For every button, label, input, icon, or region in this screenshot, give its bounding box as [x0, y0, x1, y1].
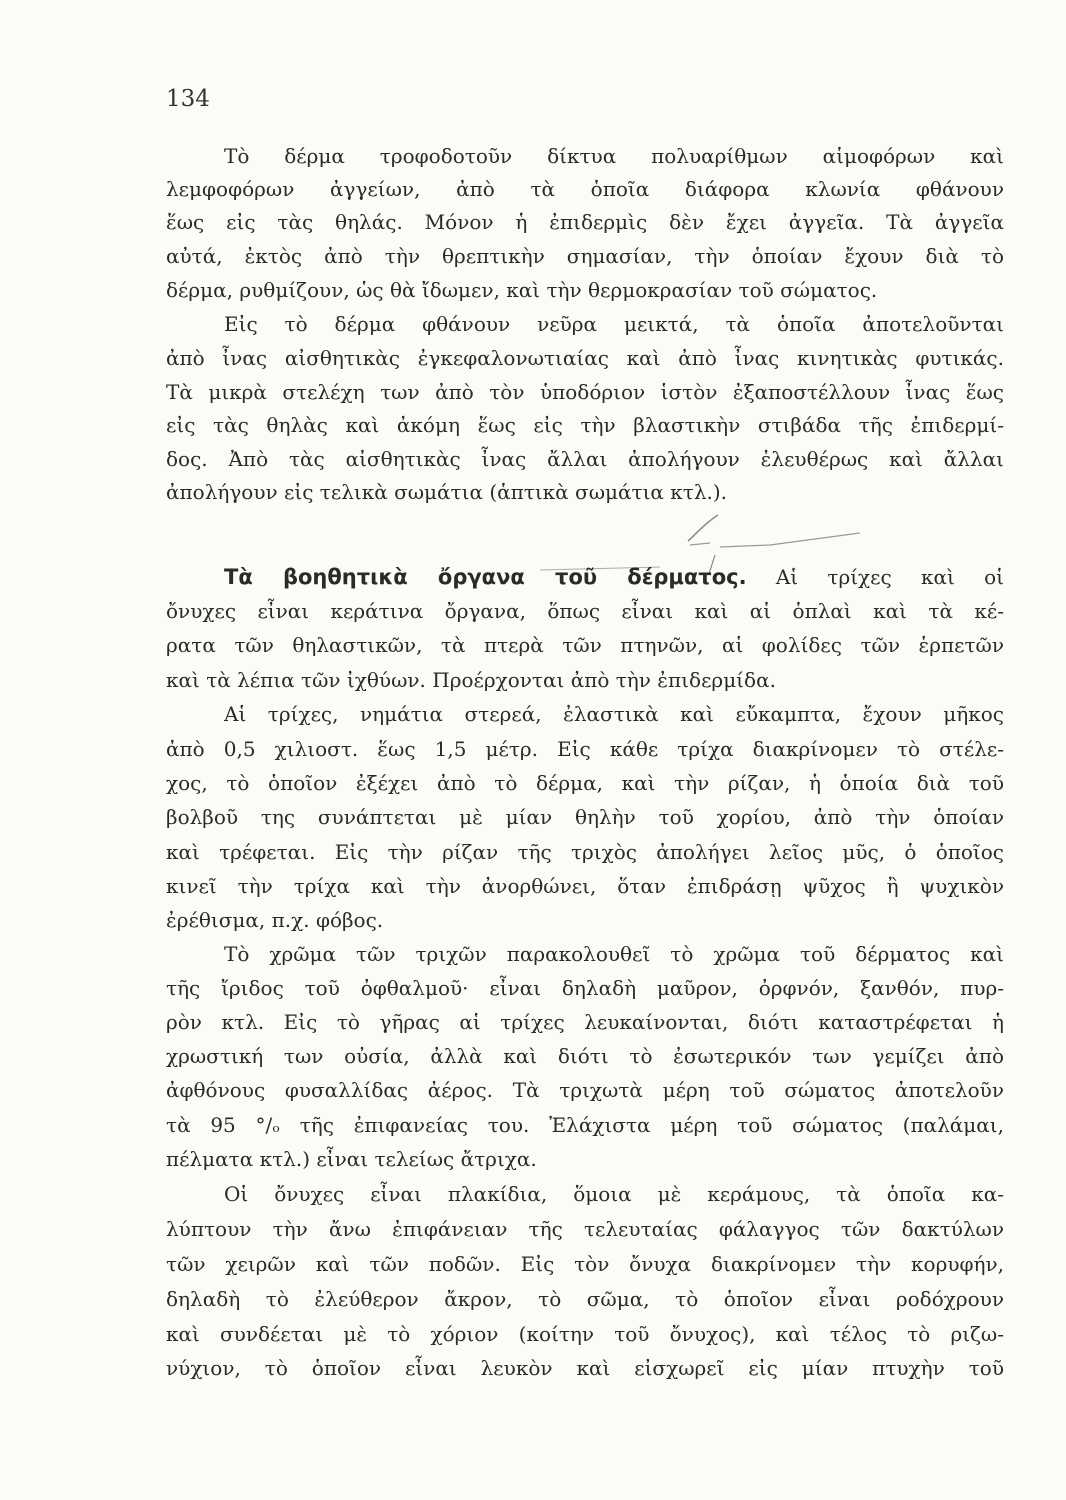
text-line: καὶ τρέφεται. Εἰς τὴν ρίζαν τῆς τριχὸς ἀπολήγει λεῖος μῦς, ὁ ὁποῖος [166, 840, 1004, 864]
text-line: ἀφθόνους φυσαλλίδας ἀέρος. Τὰ τριχωτὰ μέρη τοῦ σώματος ἀποτελοῦν [166, 1078, 1004, 1102]
text-line: καὶ συνδέεται μὲ τὸ χόριον (κοίτην τοῦ ὄνυχος), καὶ τέλος τὸ ριζω- [166, 1322, 1004, 1346]
section-line [224, 561, 1004, 593]
text-line: τὰ 95 °/ₒ τῆς ἐπιφανείας του. Ἐλάχιστα μέρη τοῦ σώματος (παλάμαι, [166, 1113, 1004, 1137]
text-line: αὐτά, ἐκτὸς ἀπὸ τὴν θρεπτικὴν σημασίαν, τὴν ὁποίαν ἔχουν διὰ τὸ [166, 244, 1004, 268]
text-line: Τὸ δέρμα τροφοδοτοῦν δίκτυα πολυαρίθμων αἱμοφόρων καὶ [224, 144, 1004, 168]
text-line: ὄνυχες εἶναι κεράτινα ὄργανα, ὅπως εἶναι καὶ αἱ ὁπλαὶ καὶ τὰ κέ- [166, 599, 1004, 623]
text-line: λεμφοφόρων ἀγγείων, ἀπὸ τὰ ὁποῖα διάφορα κλωνία φθάνουν [166, 177, 1004, 201]
text-line: καὶ τὰ λέπια τῶν ἰχθύων. Προέρχονται ἀπὸ τὴν ἐπιδερμίδα. [166, 668, 776, 692]
text-line: λύπτουν τὴν ἄνω ἐπιφάνειαν τῆς τελευταίας φάλαγγος τῶν δακτύλων [166, 1217, 1004, 1241]
section-heading: Τὰ βοηθητικὰ ὄργανα τοῦ δέρματος. [224, 565, 747, 589]
text-line: Τὰ μικρὰ στελέχη των ἀπὸ τὸν ὑποδόριον ἱστὸν ἐξαποστέλλουν ἶνας ἕως [166, 380, 1004, 404]
text-line: βολβοῦ της συνάπτεται μὲ μίαν θηλὴν τοῦ χορίου, ἀπὸ τὴν ὁποίαν [166, 805, 1004, 829]
text-line: ἀπολήγουν εἰς τελικὰ σωμάτια (ἁπτικὰ σωμάτια κτλ.). [166, 480, 728, 504]
text-line: εἰς τὰς θηλὰς καὶ ἀκόμη ἕως εἰς τὴν βλαστικὴν στιβάδα τῆς ἐπιδερμί- [166, 413, 1004, 437]
text-line: δηλαδὴ τὸ ἐλεύθερον ἄκρον, τὸ σῶμα, τὸ ὁποῖον εἶναι ροδόχρουν [166, 1287, 1004, 1311]
page-number: 134 [166, 86, 210, 112]
text-line: δος. Ἀπὸ τὰς αἰσθητικὰς ἶνας ἄλλαι ἀπολήγουν ἐλευθέρως καὶ ἄλλαι [166, 447, 1004, 471]
text-line: πέλματα κτλ.) εἶναι τελείως ἄτριχα. [166, 1147, 537, 1171]
text-line: τῆς ἴριδος τοῦ ὀφθαλμοῦ· εἶναι δηλαδὴ μαῦρον, ὀρφνόν, ξανθόν, πυρ- [166, 976, 1004, 1000]
text-line: Οἱ ὄνυχες εἶναι πλακίδια, ὅμοια μὲ κεράμους, τὰ ὁποῖα κα- [224, 1182, 1004, 1206]
text-line: ρὸν κτλ. Εἰς τὸ γῆρας αἱ τρίχες λευκαίνονται, διότι καταστρέφεται ἡ [166, 1010, 1004, 1034]
text-line: Αἱ τρίχες, νημάτια στερεά, ἐλαστικὰ καὶ εὔκαμπτα, ἔχουν μῆκος [224, 702, 1004, 726]
text-line: χος, τὸ ὁποῖον ἐξέχει ἀπὸ τὸ δέρμα, καὶ τὴν ρίζαν, ἡ ὁποία διὰ τοῦ [166, 771, 1004, 795]
text-line: τῶν χειρῶν καὶ τῶν ποδῶν. Εἰς τὸν ὄνυχα διακρίνομεν τὴν κορυφήν, [166, 1252, 1004, 1276]
text-line: Τὸ χρῶμα τῶν τριχῶν παρακολουθεῖ τὸ χρῶμα τοῦ δέρματος καὶ [224, 942, 1004, 966]
text-line: κινεῖ τὴν τρίχα καὶ τὴν ἀνορθώνει, ὅταν ἐπιδράσῃ ψῦχος ἢ ψυχικὸν [166, 874, 1004, 898]
text-line: ρατα τῶν θηλαστικῶν, τὰ πτερὰ τῶν πτηνῶν, αἱ φολίδες τῶν ἑρπετῶν [166, 633, 1004, 657]
section-heading-continuation: Αἱ τρίχες καὶ οἱ [775, 565, 1004, 589]
text-line: ἕως εἰς τὰς θηλάς. Μόνον ἡ ἐπιδερμὶς δὲν ἔχει ἀγγεῖα. Τὰ ἀγγεῖα [166, 210, 1004, 234]
text-line: Εἰς τὸ δέρμα φθάνουν νεῦρα μεικτά, τὰ ὁποῖα ἀποτελοῦνται [224, 312, 1004, 336]
text-line: ἐρέθισμα, π.χ. φόβος. [166, 908, 384, 932]
text-line: ἀπὸ 0,5 χιλιοστ. ἕως 1,5 μέτρ. Εἰς κάθε τρίχα διακρίνομεν τὸ στέλε- [166, 737, 1004, 761]
text-line: νύχιον, τὸ ὁποῖον εἶναι λευκὸν καὶ εἰσχωρεῖ εἰς μίαν πτυχὴν τοῦ [166, 1356, 1004, 1380]
text-line: ἀπὸ ἶνας αἰσθητικὰς ἐγκεφαλονωτιαίας καὶ ἀπὸ ἶνας κινητικὰς φυτικάς. [166, 346, 1004, 370]
text-line: δέρμα, ρυθμίζουν, ὡς θὰ ἴδωμεν, καὶ τὴν θερμοκρασίαν τοῦ σώματος. [166, 278, 878, 302]
text-line: χρωστική των οὐσία, ἀλλὰ καὶ διότι τὸ ἐσωτερικόν των γεμίζει ἀπὸ [166, 1044, 1004, 1068]
